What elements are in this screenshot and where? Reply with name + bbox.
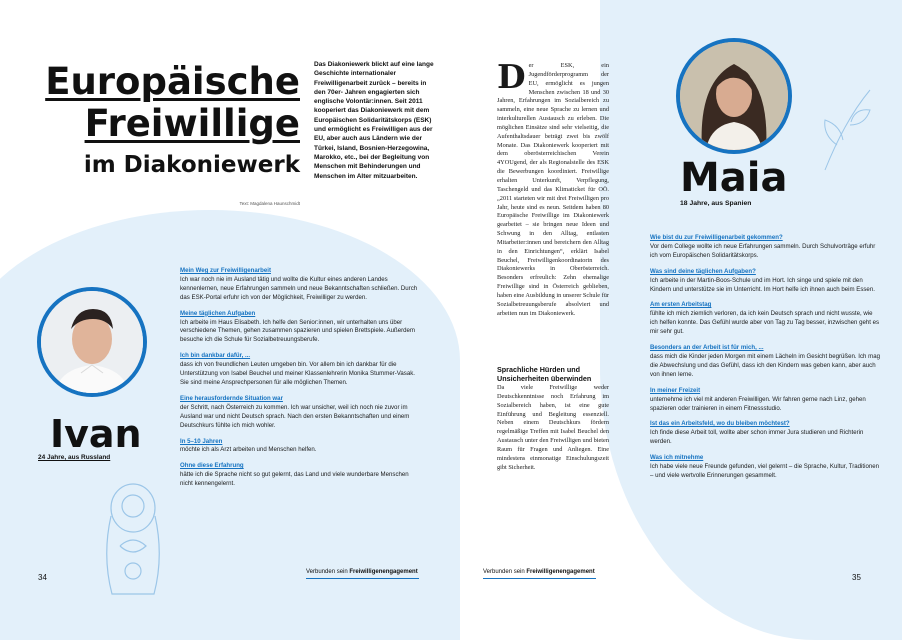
article-body-1 xyxy=(497,57,609,318)
page-number-right: 35 xyxy=(852,573,861,582)
section-text: Ich arbeite im Haus Elisabeth. Ich helfe den Senior:innen, wir unterhalten uns über verschiedene Themen, gehen zusammen spazieren und spielen Brettspiele. Außerdem besuche ich die Schule für Sozialbetreuungsberufe. xyxy=(180,318,415,344)
section-heading: Wie bist du zur Freiwilligenarbeit gekommen? xyxy=(650,234,783,241)
section-heading: In 5–10 Jahren xyxy=(180,437,223,445)
article-body-2: Da viele Freiwillige weder Deutschkenntnisse noch Erfahrung im Sozialbereich haben, ist eine gute Einführung und Begleitung essenziell. Neben einem Deutschkurs fördern regelmäßige Treffen mit Isabel Beuchel den Austausch unter den Freiwilligen und bieten Raum für Fragen und Anliegen. Eine mindestens einmonatige Einschulungszeit gibt Sicherheit. xyxy=(497,384,609,471)
section-heading: Ist das ein Arbeitsfeld, wo du bleiben möchtest? xyxy=(650,420,790,428)
footer-tag-bold: Freiwilligenengagement xyxy=(349,569,418,575)
section-text: unternehme ich viel mit anderen Freiwilligen. Wir fahren gerne nach Linz, gehen spazieren oder trainieren in einem Fitnessstudio. xyxy=(650,395,866,412)
maia-interview xyxy=(650,234,880,481)
ivan-subtitle: 24 Jahre, aus Russland xyxy=(38,454,111,461)
section-text: der Schritt, nach Österreich zu kommen. Ich war unsicher, weil ich noch nie zuvor im Ausland war und nicht Deutsch sprach. Nach den ersten Bekanntschaften und einem Deutschkurs fühlte ich mich wohler. xyxy=(180,403,410,429)
maia-portrait-photo xyxy=(676,38,792,154)
footer-tag-left xyxy=(306,569,418,575)
footer-underline-right xyxy=(483,578,596,579)
footer-tag-prefix: Verbunden sein xyxy=(483,569,527,575)
section-text: hätte ich die Sprache nicht so gut gelernt, das Land und viele wunderbare Menschen nicht kennengelernt. xyxy=(180,471,409,488)
article-subheading: Sprachliche Hürden und Unsicherheiten überwinden xyxy=(497,365,592,383)
author-credit: Text: Magdalena Haunschmidt xyxy=(239,201,300,206)
section-text: fühlte ich mich ziemlich verloren, da ich kein Deutsch sprach und nicht wusste, wie ich helfen konnte. Das Gefühl wurde aber von Tag zu Tag besser, inzwischen geht es mir sehr gut. xyxy=(650,310,880,336)
footer-tag-bold: Freiwilligenengagement xyxy=(526,569,595,575)
leaf-illustration xyxy=(815,80,875,180)
section-text: dass mich die Kinder jeden Morgen mit einem Lächeln im Gesicht begrüßen. Ich mag die Abwechslung und das Gefühl, dass ich den Kindern was geben kann, aber auch von ihnen lerne. xyxy=(650,352,880,378)
matryoshka-doll-illustration xyxy=(98,476,168,596)
section-heading: Meine täglichen Aufgaben xyxy=(180,309,256,317)
intro-paragraph: Das Diakoniewerk blickt auf eine lange Geschichte internationaler Freiwilligenarbeit zurück – bereits in den 70er- Jahren engagierten sich englische Volontär:innen. Seit 2011 kooperiert das Diakoniewerk mit dem Europäischen Solidaritätskorps (ESK) und ermöglicht es Freiwilligen aus der EU, aber auch aus Ländern wie der Türkei, Island, Bosnien-Herzegowina, Marokko, etc., bei der Begleitung von Menschen mit Behinderungen und Menschen im Alter mitzuarbeiten. xyxy=(314,61,434,180)
section-heading: In meiner Freizeit xyxy=(650,386,701,394)
title-line-1: Europäische xyxy=(45,60,300,103)
drop-cap: D xyxy=(497,57,526,96)
section-heading: Mein Weg zur Freiwilligenarbeit xyxy=(180,267,271,274)
maia-name: Maia xyxy=(680,155,788,201)
section-heading: Besonders an der Arbeit ist für mich, ... xyxy=(650,344,764,352)
ivan-name: Ivan xyxy=(50,412,142,456)
section-text: Ich finde diese Arbeit toll, wollte aber schon immer Jura studieren und Richterin werden. xyxy=(650,429,864,446)
section-text: Vor dem College wollte ich neue Erfahrungen sammeln. Durch Schulvorträge erfuhr ich vom Europäischen Solidaritätskorps. xyxy=(650,242,876,259)
footer-tag-right xyxy=(483,569,595,575)
article-body-1-text: er ESK, ein Jugendförderprogramm der EU, ermöglicht es jungen Menschen zwischen 18 und 30 Jahren, Erfahrungen im Sozialbereich zu sammeln, eine neue Sprache zu lernen und interkulturellen Austausch zu erleben. Die möglichen Einsätze sind sehr vielseitig, die Aufenthaltsdauer beträgt zwei bis zwölf Monate. Das Diakoniewerk kooperiert mit dem oberösterreichischen Verein 4YOUgend, der als Regionalstelle des ESK die Bewerbungen koordiniert. Freiwillige erhalten Unterkunft, Verpflegung, Taschengeld und das Klimaticket für OÖ. „2011 starteten wir mit drei Freiwilligen pro Jahr, heute sind es neun. Seitdem haben 80 Europäische Freiwillige im Diakoniewerk gearbeitet – sie bringen neue Ideen und Schwung in den Alltag, entlasten Mitarbeiter:innen und bereichern den Alltag in den Einrichtungen“, erklärt Isabel Beuchel, Freiwilligenkoordinatorin des Diakoniewerks in Oberösterreich. Besonders erfreulich: Zehn ehemalige Freiwillige sind in Österreich geblieben, haben eine Ausbildung in unserer Schule für Sozialbetreuungsberufe absolviert und arbeiten nun im Diakoniewerk. xyxy=(497,62,609,317)
section-text: dass ich von freundlichen Leuten umgeben bin. Vor allem bin ich dankbar für die Unterstützung von Isabel Beuchel und meiner Klassenlehrerin Monika Stummer-Vasak. Sie sind meine Ansprechpersonen für alle möglichen Themen. xyxy=(180,361,415,386)
section-heading: Ohne diese Erfahrung xyxy=(180,462,244,470)
section-text: Ich arbeite in der Martin-Boos-Schule und im Hort. Ich singe und spiele mit den Kindern und unterstütze sie im Unterricht. Im Hort helfe ich ihnen auch beim Essen. xyxy=(650,276,875,293)
section-heading: Am ersten Arbeitstag xyxy=(650,301,712,309)
section-text: möchte ich als Arzt arbeiten und Menschen helfen. xyxy=(180,446,317,454)
ivan-portrait-photo xyxy=(37,287,147,397)
section-heading: Was ich mitnehme xyxy=(650,454,704,462)
section-heading: Was sind deine täglichen Aufgaben? xyxy=(650,267,756,275)
section-heading: Ich bin dankbar dafür, ... xyxy=(180,352,251,360)
page-number-left: 34 xyxy=(38,573,47,582)
footer-underline-left xyxy=(306,578,419,579)
section-heading: Eine herausfordernde Situation war xyxy=(180,394,283,402)
article-title xyxy=(30,62,300,182)
maia-subtitle: 18 Jahre, aus Spanien xyxy=(680,200,752,207)
title-line-3: im Diakoniewerk xyxy=(83,152,300,178)
footer-tag-prefix: Verbunden sein xyxy=(306,569,350,575)
title-line-2: Freiwillige xyxy=(84,102,300,145)
section-text: Ich habe viele neue Freunde gefunden, viel gelernt – die Sprache, Kultur, Traditionen – und viele wertvolle Erinnerungen gesammelt. xyxy=(650,463,880,479)
section-text: Ich war noch nie im Ausland tätig und wollte die Kultur eines anderen Landes kennenlernen, neue Erfahrungen sammeln und neue Bekanntschaften schließen. Durch das ESK-Portal erfuhr ich von der Möglichkeit, Freiwilliger zu werden. xyxy=(180,275,418,301)
ivan-interview xyxy=(180,267,420,489)
